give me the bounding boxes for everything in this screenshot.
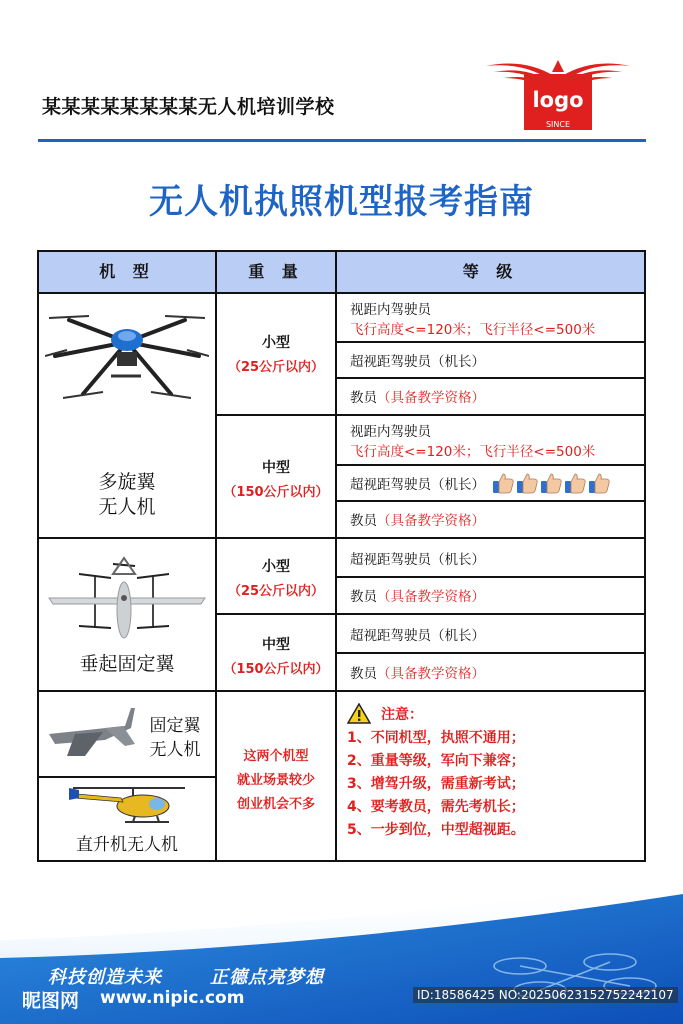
grade-row [345,416,644,464]
note-line: 这两个机型 [243,749,309,764]
header-divider [38,139,646,142]
note-line: 创业机会不多 [236,797,315,812]
grade-label: 教员 [350,390,377,406]
type-label-line: 无人机 [98,496,156,518]
type-label-line: 无人机 [149,740,201,760]
grade-detail: （具备教学资格） [377,665,485,682]
weight-desc: （150公斤以内） [223,485,329,500]
weight-name: 小型 [262,335,290,351]
weight-note [217,745,335,817]
grade-row [345,342,644,377]
weight-name: 小型 [262,559,290,575]
helicopter-drone-image [65,782,189,834]
grade-row [345,294,644,341]
type-vtol: 垂起固定翼 [79,653,175,675]
grade-detail: （具备教学资格） [377,589,485,605]
weight-medium [217,457,335,500]
grade-row [345,577,644,613]
thumbs-up-group [491,471,611,495]
thumbs-up-icon [515,471,539,495]
weight-name: 中型 [262,460,290,476]
multirotor-drone-image [45,302,209,412]
divider [39,776,215,778]
notice-item: 1、不同机型，执照不通用； [347,730,525,746]
grade-label: 超视距驾驶员（机长） [350,476,485,493]
logo-subtext: SINCE [545,120,571,129]
type-label-line: 固定翼 [149,716,201,736]
grade-row [345,501,644,537]
fixed-wing-drone-image [45,704,137,760]
watermark-brand: 昵图网 [22,990,80,1012]
watermark-url[interactable]: www.nipic.com [100,988,245,1008]
notice-title: 注意： [381,706,423,723]
thumbs-up-icon [587,471,611,495]
grade-row [345,615,644,652]
divider [39,690,644,692]
type-label-line: 多旋翼 [98,471,156,493]
column-header-weight: 重 量 [248,262,304,281]
weight-small [217,332,335,375]
notice-item: 3、增驾升级，需重新考试； [347,776,525,792]
grade-label: 超视距驾驶员（机长） [350,627,485,644]
weight-desc: （150公斤以内） [223,662,329,677]
notice-header [347,703,644,724]
thumbs-up-icon [539,471,563,495]
grade-detail: （具备教学资格） [377,390,485,406]
exam-guide-table [37,250,646,862]
notice-box [337,693,644,862]
thumbs-up-icon [563,471,587,495]
grade-detail: 飞行高度<=120米；飞行半径<=500米 [350,321,596,338]
type-helicopter: 直升机无人机 [76,835,178,855]
grade-row [345,653,644,690]
grade-row [345,465,644,500]
grade-row [345,378,644,414]
grade-label: 超视距驾驶员（机长） [350,353,485,370]
column-header-grade: 等 级 [462,262,519,281]
weight-medium [217,634,335,677]
school-name: 某某某某某某某某无人机培训学校 [42,96,335,118]
column-header-type: 机 型 [99,262,155,281]
notice-item: 4、要考教员，需先考机长； [347,799,525,815]
grade-detail: 飞行高度<=120米；飞行半径<=500米 [350,444,596,460]
page-title: 无人机执照机型报考指南 [149,182,534,222]
vtol-fixed-wing-image [45,554,209,642]
grade-label: 视距内驾驶员 [350,301,431,318]
slogan-1: 科技创造未来 [48,967,162,988]
grade-row [345,539,644,576]
weight-desc: （25公斤以内） [227,360,325,375]
warning-icon [347,703,371,724]
weight-desc: （25公斤以内） [227,584,325,599]
type-fixed-wing [135,714,215,762]
logo-text: logo [524,74,592,130]
watermark-id: ID:18586425 NO:20250623152752242107 [413,987,678,1003]
type-multirotor [39,470,215,520]
grade-label: 视距内驾驶员 [350,424,431,440]
grade-detail: （具备教学资格） [377,513,485,529]
notice-item: 2、重量等级，军向下兼容； [347,753,525,769]
grade-label: 教员 [350,665,377,682]
weight-small [217,556,335,599]
grade-label: 超视距驾驶员（机长） [350,551,485,568]
grade-label: 教员 [350,589,377,605]
slogan-2: 正德点亮梦想 [210,967,324,988]
grade-label: 教员 [350,513,377,529]
note-line: 就业场景较少 [236,773,315,788]
weight-name: 中型 [262,637,290,653]
notice-item: 5、一步到位，中型超视距。 [347,822,525,838]
thumbs-up-icon [491,471,515,495]
logo [484,58,632,132]
